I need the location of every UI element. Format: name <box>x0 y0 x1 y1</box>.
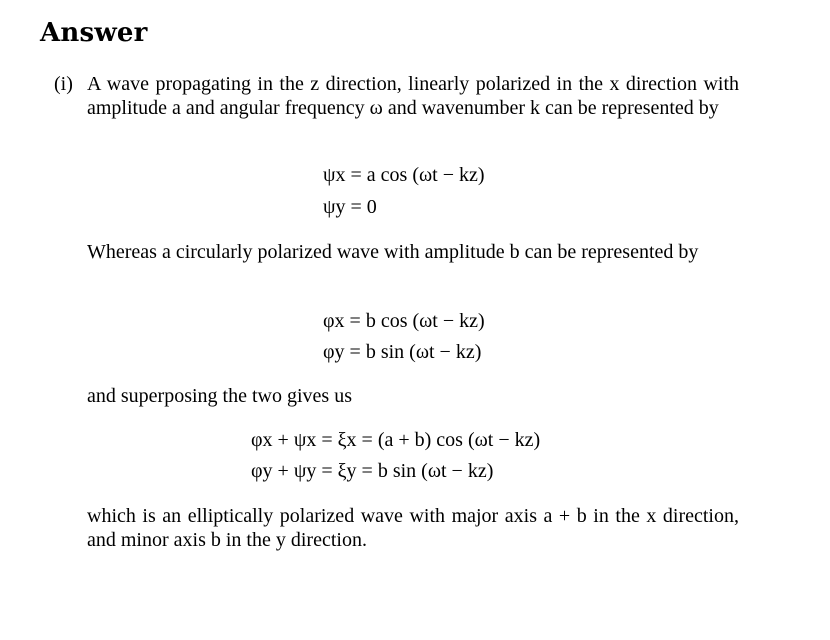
paragraph-superposition: and superposing the two gives us <box>87 385 352 407</box>
answer-heading: Answer <box>40 18 148 48</box>
equation-psi-x: ψx = a cos (ωt − kz) <box>323 164 485 186</box>
paragraph-circular-wave: Whereas a circularly polarized wave with amplitude b can be represented by <box>87 241 699 263</box>
equation-phi-y: φy = b sin (ωt − kz) <box>323 341 482 363</box>
paragraph-linear-wave: A wave propagating in the z direction, linearly polarized in the x direction with amplitude a and angular frequency ω and wavenumber k can be represented by <box>87 73 739 119</box>
equation-psi-y: ψy = 0 <box>323 196 377 218</box>
equation-xi-x: φx + ψx = ξx = (a + b) cos (ωt − kz) <box>251 429 541 451</box>
item-label: (i) <box>54 73 73 95</box>
equation-phi-x: φx = b cos (ωt − kz) <box>323 310 485 332</box>
paragraph-conclusion: which is an elliptically polarized wave with major axis a + b in the x direction, and minor axis b in the y direction. <box>87 505 739 551</box>
equation-xi-y: φy + ψy = ξy = b sin (ωt − kz) <box>251 460 494 482</box>
